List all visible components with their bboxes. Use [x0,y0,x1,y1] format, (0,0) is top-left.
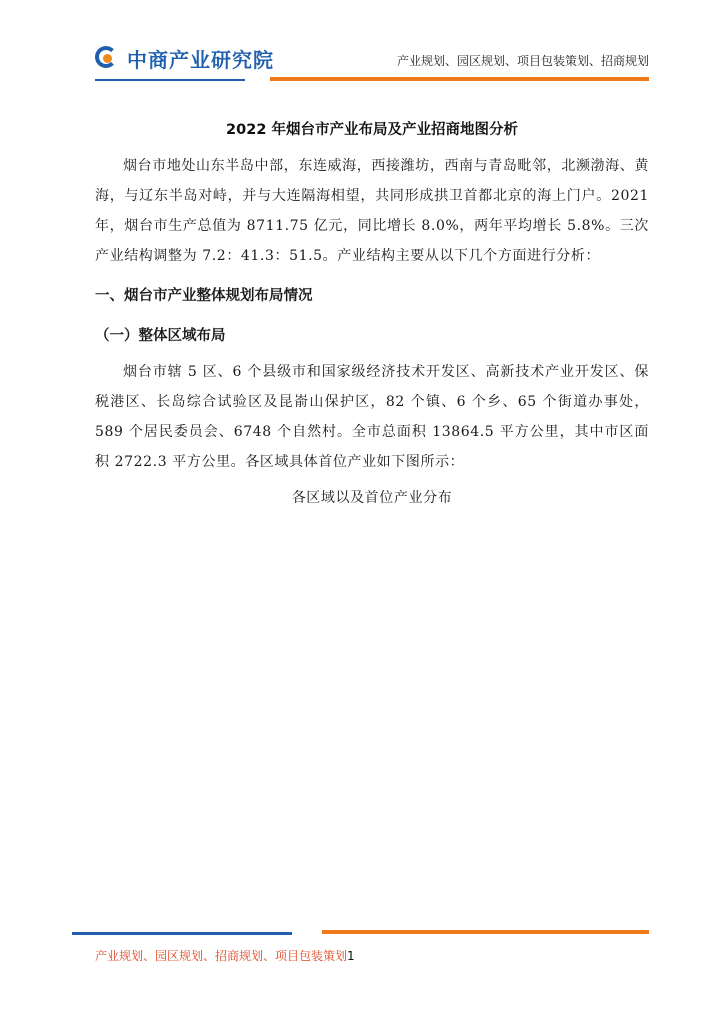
footer-rule-blue [72,932,292,935]
subsection-heading: （一）整体区域布局 [95,328,226,344]
footer-services: 产业规划、园区规划、招商规划、项目包装策划 [95,949,348,963]
footer-text [95,947,355,964]
document-title: 2022 年烟台市产业布局及产业招商地图分析 [226,122,518,138]
intro-paragraph: 烟台市地处山东半岛中部，东连威海，西接潍坊，西南与青岛毗邻，北濒渤海、黄海，与辽东半岛对峙，并与大连隔海相望，共同形成拱卫首都北京的海上门户。2021 年，烟台市生产总值为 8711.75 亿元，同比增长 8.0%，两年平均增长 5.8%。三次产业结构调整为 7.2：41.3：51.5。产业结构主要从以下几个方面进行分析： [95,158,649,264]
figure-caption: 各区域以及首位产业分布 [291,490,453,506]
section-heading: 一、烟台市产业整体规划布局情况 [95,288,313,304]
header-tagline: 产业规划、园区规划、项目包装策划、招商规划 [396,54,649,68]
header-rule-blue [95,79,245,81]
region-paragraph: 烟台市辖 5 区、6 个县级市和国家级经济技术开发区、高新技术产业开发区、保税港区、长岛综合试验区及昆嵛山保护区，82 个镇、6 个乡、65 个街道办事处，589 个居民委员会、6748 个自然村。全市总面积 13864.5 平方公里，其中市区面积 2722.3 平方公里。各区域具体首位产业如下图所示： [95,364,649,470]
page-footer [72,928,649,968]
header-rule-orange [270,77,649,81]
company-logo [95,44,274,73]
document-body [95,118,649,507]
logo-text: 中商产业研究院 [127,48,274,72]
page-header [95,38,649,82]
footer-rule-orange [322,930,649,934]
page-number: 1 [347,949,355,963]
logo-mark-icon [95,46,121,72]
